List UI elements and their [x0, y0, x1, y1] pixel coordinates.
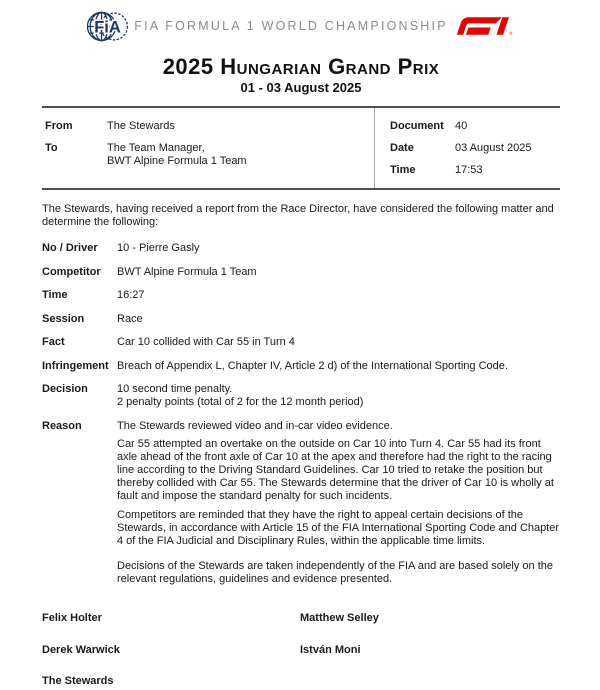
championship-title: FIA FORMULA 1 WORLD CHAMPIONSHIP	[134, 19, 448, 33]
fact-label: Fact	[42, 336, 65, 348]
decision-value: 10 second time penalty. 2 penalty points (total of 2 for the 12 month period)	[117, 383, 364, 408]
from-row	[45, 120, 368, 133]
no-driver-value: 10 - Pierre Gasly	[117, 242, 200, 254]
session-label: Session	[42, 312, 85, 325]
meta-document-info	[375, 108, 560, 188]
time-value: 17:53	[455, 164, 483, 176]
document-label: Document	[390, 120, 444, 132]
meta-table	[42, 106, 560, 190]
signature-name: Matthew Selley	[300, 611, 379, 624]
date-label: Date	[390, 142, 414, 154]
reason-paragraph: Competitors are reminded that they have the right to appeal certain decisions of the Stewards, in accordance with Article 15 of the FIA International Sporting Code and Chapter 4 of the FIA Judicial and Disciplinary Rules, within the applicable time limits.	[117, 508, 560, 547]
detail-row-competitor	[42, 266, 560, 279]
signature-name: Felix Holter	[42, 611, 102, 624]
competitor-value: BWT Alpine Formula 1 Team	[117, 265, 257, 278]
no-driver-label: No / Driver	[42, 242, 98, 254]
infringement-label: Infringement	[42, 359, 109, 372]
detail-row-infringement	[42, 360, 560, 373]
reason-paragraph: The Stewards reviewed video and in-car video evidence.	[117, 419, 393, 432]
document-row	[390, 120, 560, 133]
time-label: Time	[42, 289, 68, 301]
fact-value: Car 10 collided with Car 55 in Turn 4	[117, 336, 295, 348]
document-header	[42, 0, 560, 45]
svg-text:FiA: FiA	[94, 16, 121, 36]
event-dates: 01 - 03 August 2025	[240, 80, 362, 95]
closing-signature: The Stewards	[42, 674, 114, 687]
date-row	[390, 142, 560, 155]
page-title: 2025 Hungarian Grand Prix	[162, 54, 440, 79]
decision-label: Decision	[42, 383, 88, 395]
time-label: Time	[390, 164, 416, 176]
detail-row-decision	[42, 383, 560, 409]
reason-value	[117, 420, 560, 586]
reason-label: Reason	[42, 419, 82, 432]
signature-block	[42, 612, 560, 657]
detail-row-no-driver	[42, 242, 560, 255]
reason-paragraph: Decisions of the Stewards are taken independently of the FIA and are based solely on the relevant regulations, guidelines and evidence presented.	[117, 559, 553, 585]
time-row	[390, 164, 560, 177]
detail-row-time	[42, 289, 560, 302]
detail-row-fact	[42, 336, 560, 349]
signature-name: Derek Warwick	[42, 643, 120, 656]
signature-name: István Moni	[300, 643, 361, 656]
f1-logo-icon	[451, 16, 513, 36]
meta-addressing	[42, 108, 375, 188]
document-value: 40	[455, 120, 468, 132]
decision-details	[42, 242, 560, 586]
reason-paragraph: Car 55 attempted an overtake on the outside on Car 10 into Turn 4. Car 55 had its front axle ahead of the front axle of Car 10 at the apex and therefore had the right to the racing line according to the Driving Standard Guidelines. Car 10 tried to retake the position but thereby collided with Car 55. The Stewards determine that the driver of Car 10 is wholly at fault and impose the standard penalty for such incidents.	[117, 438, 554, 502]
from-value: The Stewards	[107, 120, 175, 132]
fia-logo-icon	[85, 8, 131, 45]
detail-row-session	[42, 313, 560, 326]
intro-paragraph: The Stewards, having received a report from the Race Director, have considered the following matter and determine the following:	[42, 203, 554, 228]
title-block	[42, 54, 560, 95]
date-value: 03 August 2025	[455, 142, 532, 154]
detail-row-reason	[42, 420, 560, 586]
to-value: The Team Manager, BWT Alpine Formula 1 Team	[107, 142, 247, 167]
from-label: From	[45, 120, 73, 132]
infringement-value: Breach of Appendix L, Chapter IV, Article 2 d) of the International Sporting Code.	[117, 359, 508, 372]
competitor-label: Competitor	[42, 265, 101, 278]
to-label: To	[45, 142, 58, 154]
time-value: 16:27	[117, 289, 145, 301]
session-value: Race	[117, 312, 143, 325]
to-row	[45, 142, 368, 168]
